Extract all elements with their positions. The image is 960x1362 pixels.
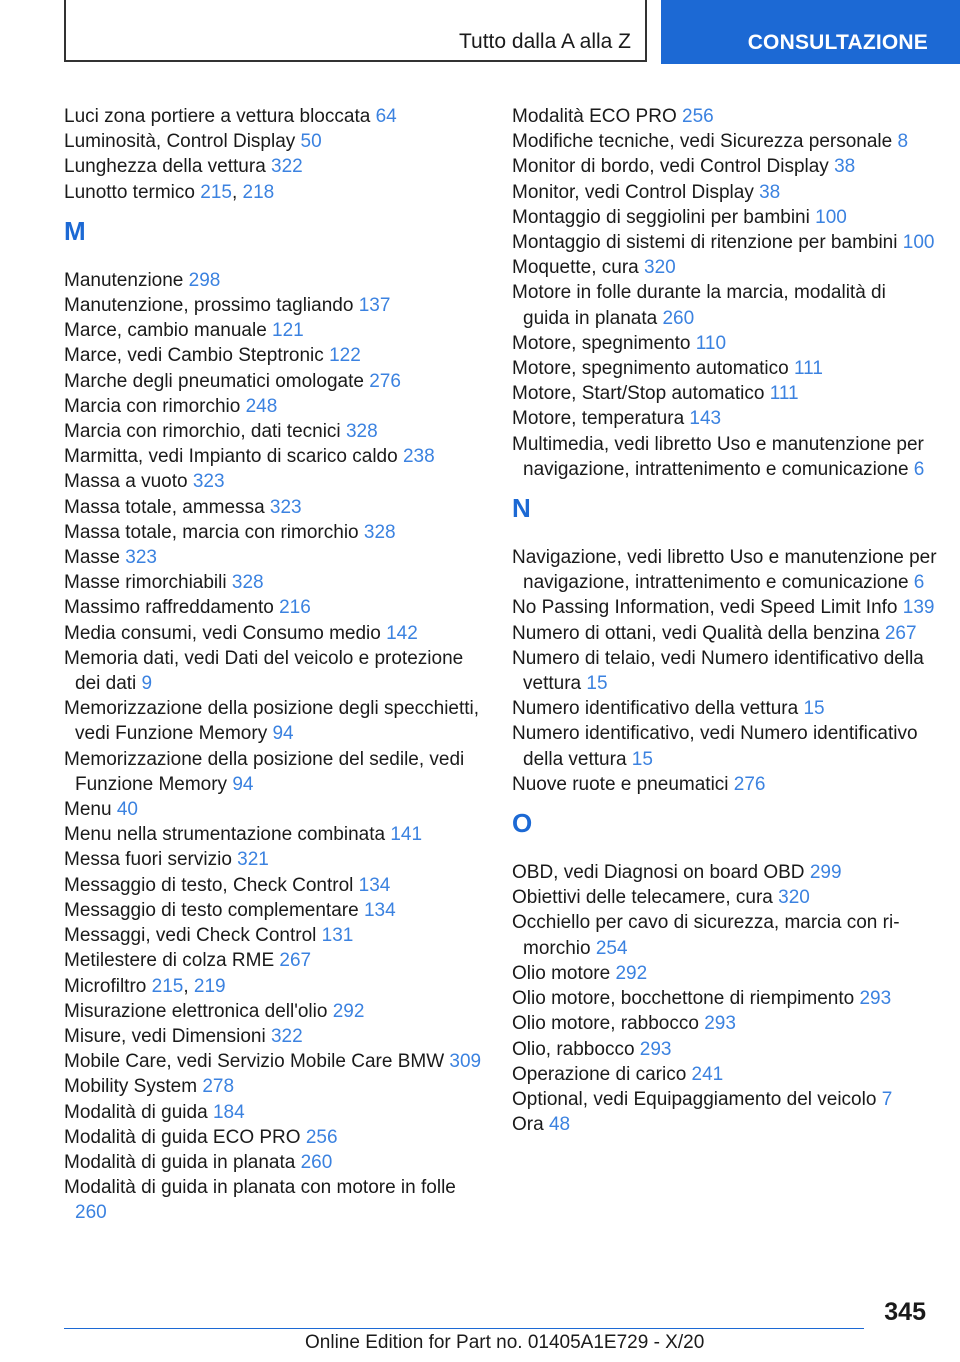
index-entry	[512, 721, 937, 771]
index-entry-term: Modalità di guida ECO PRO	[64, 1126, 306, 1148]
index-entry-term: Optional, vedi Equipaggiamento del veicolo	[512, 1088, 882, 1110]
index-entry-term: Mobile Care, vedi Servizio Mobile Care BMW	[64, 1051, 450, 1073]
page-reference-link[interactable]: 184	[212, 1101, 245, 1123]
index-entry-term: Lunotto termico	[64, 181, 201, 203]
index-entry-term: Modalità di guida in planata	[64, 1151, 301, 1173]
index-entry	[512, 696, 937, 721]
page-reference-link[interactable]: 15	[631, 748, 653, 770]
index-column-left	[64, 104, 484, 1226]
index-entry-term: Marce, cambio manuale	[64, 320, 273, 342]
page-reference-link[interactable]: 94	[232, 773, 254, 795]
page-reference-link[interactable]: 8	[897, 131, 909, 153]
page-reference-link[interactable]: 267	[279, 950, 312, 972]
index-entry	[512, 331, 937, 356]
page-reference-link[interactable]: 215	[200, 181, 232, 203]
index-entry	[64, 822, 484, 847]
index-entry-term: Messaggi, vedi Check Control	[64, 925, 322, 947]
index-entry-term: Messa fuori servizio	[64, 849, 238, 871]
index-entry	[512, 1087, 937, 1112]
index-letter-heading: M	[64, 215, 86, 246]
index-entry-term: Montaggio di sistemi di ritenzione per bambini	[512, 232, 903, 254]
index-entry-term: Nuove ruote e pneumatici	[512, 773, 734, 795]
index-entry-term: Numero identificativo, vedi Numero identificativo della vettura	[512, 723, 918, 770]
index-entry	[512, 1011, 937, 1036]
index-entry-term: Mobility System	[64, 1076, 203, 1098]
page-reference-link[interactable]: 254	[595, 937, 628, 959]
page-reference-link[interactable]: 6	[913, 458, 925, 480]
page-reference-link[interactable]: 293	[859, 988, 892, 1010]
index-entry	[512, 180, 937, 205]
index-entry	[512, 205, 937, 230]
page-reference-link[interactable]: 276	[733, 773, 766, 795]
index-entry	[512, 381, 937, 406]
index-entry	[64, 898, 484, 923]
ref-separator: ,	[231, 181, 243, 203]
index-entry	[64, 621, 484, 646]
page-reference-link[interactable]: 218	[242, 181, 275, 203]
index-entry	[512, 545, 937, 595]
page-reference-link[interactable]: 137	[358, 295, 391, 317]
index-entry-term: Marce, vedi Cambio Steptronic	[64, 345, 330, 367]
index-entry	[64, 974, 484, 999]
index-entry-term: Numero identificativo della vettura	[512, 698, 804, 720]
index-column-right	[512, 104, 937, 1137]
page-reference-link[interactable]: 328	[231, 572, 264, 594]
index-entry	[64, 847, 484, 872]
index-entry-term: Modalità ECO PRO	[512, 106, 682, 127]
index-entry	[64, 1049, 484, 1074]
header-chapter-tab[interactable]	[661, 0, 960, 64]
index-entry-term: No Passing Information, vedi Speed Limit Info	[512, 597, 903, 619]
index-entry	[64, 1125, 484, 1150]
page-reference-link[interactable]: 323	[269, 496, 302, 518]
page-reference-link[interactable]: 323	[192, 471, 225, 493]
index-entry	[512, 772, 937, 797]
page-reference-link[interactable]: 40	[116, 799, 138, 821]
index-entry-term: Olio motore, bocchettone di riempimento	[512, 988, 860, 1010]
index-entry	[64, 520, 484, 545]
page-reference-link[interactable]: 7	[881, 1088, 893, 1110]
index-entry-term: Media consumi, vedi Consumo medio	[64, 622, 387, 644]
index-entry-term: Motore, spegnimento	[512, 332, 696, 354]
index-entry	[64, 154, 484, 179]
page-reference-link[interactable]: 100	[902, 232, 935, 254]
index-entry	[512, 356, 937, 381]
index-entry-term: Marche degli pneumatici omologate	[64, 370, 370, 392]
page-reference-link[interactable]: 293	[704, 1013, 736, 1035]
index-entry-term: Ora	[512, 1114, 549, 1136]
page-reference-link[interactable]: 292	[615, 962, 648, 984]
index-entry	[64, 747, 484, 797]
page-reference-link[interactable]: 241	[691, 1063, 724, 1085]
page-reference-link[interactable]: 238	[402, 446, 435, 468]
index-entry-term: Misurazione elettronica dell'olio	[64, 1000, 333, 1022]
index-entry-term: Manutenzione, prossimo tagliando	[64, 295, 359, 317]
page-reference-link[interactable]: 110	[695, 332, 727, 354]
index-entry-term: Manutenzione	[64, 269, 189, 291]
index-entry	[512, 280, 937, 330]
page-reference-link[interactable]: 256	[305, 1126, 338, 1148]
page-reference-link[interactable]: 94	[272, 723, 294, 745]
index-entry	[64, 469, 484, 494]
index-entry	[64, 104, 484, 129]
header-chapter-title: CONSULTAZIONE	[747, 31, 928, 54]
page-reference-link[interactable]: 309	[449, 1051, 482, 1073]
index-entry-term: Multimedia, vedi libretto Uso e manutenzione per navigazione, intrattenimento e comunicazione	[512, 433, 924, 480]
page-reference-link[interactable]: 139	[902, 597, 935, 619]
index-entry-term: Modalità di guida in planata con motore in folle	[64, 1177, 456, 1199]
page-reference-link[interactable]: 292	[332, 1000, 365, 1022]
index-entry	[64, 444, 484, 469]
index-entry-term: Masse	[64, 547, 126, 569]
index-entry	[512, 910, 937, 960]
index-entry	[64, 1100, 484, 1125]
page-reference-link[interactable]: 48	[548, 1114, 571, 1136]
index-entry	[512, 129, 937, 154]
page-reference-link[interactable]: 299	[809, 862, 842, 884]
page-reference-link[interactable]: 293	[639, 1038, 672, 1060]
footer-edition-text: Online Edition for Part no. 01405A1E729 - X/20	[305, 1332, 705, 1353]
index-entry	[64, 129, 484, 154]
page-number: 345	[884, 1298, 926, 1326]
page-reference-link[interactable]: 328	[345, 421, 378, 443]
index-entry	[64, 1024, 484, 1049]
page-reference-link[interactable]: 278	[202, 1076, 235, 1098]
page-reference-link[interactable]: 111	[769, 383, 799, 405]
index-entry	[64, 343, 484, 368]
index-entry	[64, 545, 484, 570]
index-entry-term: Marcia con rimorchio	[64, 395, 246, 417]
index-entry-term: OBD, vedi Diagnosi on board OBD	[512, 862, 810, 884]
index-entry	[512, 406, 937, 431]
index-entry	[64, 1150, 484, 1175]
index-entry	[512, 961, 937, 986]
index-entry	[512, 885, 937, 910]
index-entry	[64, 268, 484, 293]
index-entry-term: Lunghezza della vettura	[64, 156, 272, 178]
index-entry	[64, 696, 484, 746]
page-reference-link[interactable]: 38	[834, 156, 856, 178]
page-reference-link[interactable]: 320	[778, 887, 810, 909]
index-entry	[512, 104, 937, 129]
page-reference-link[interactable]: 38	[759, 181, 781, 203]
index-entry	[512, 621, 937, 646]
index-entry	[64, 369, 484, 394]
index-entry	[512, 1112, 937, 1137]
index-entry-term: Navigazione, vedi libretto Uso e manutenzione per navigazione, intrattenimento e comunicazione	[512, 547, 937, 594]
index-entry	[64, 394, 484, 419]
page-reference-link[interactable]: 260	[75, 1202, 107, 1224]
index-entry-term: Olio, rabbocco	[512, 1038, 640, 1060]
index-entry-term: Moquette, cura	[512, 257, 645, 279]
index-entry-term: Motore, temperatura	[512, 408, 690, 430]
page-reference-link[interactable]: 6	[913, 572, 925, 594]
page-reference-link[interactable]: 15	[803, 698, 825, 720]
page-reference-link[interactable]: 64	[375, 106, 397, 127]
page-reference-link[interactable]: 143	[689, 408, 722, 430]
index-entry-term: Massimo raffreddamento	[64, 597, 280, 619]
index-entry	[64, 797, 484, 822]
page-reference-link[interactable]: 260	[662, 307, 695, 329]
index-entry-term: Olio motore, rabbocco	[512, 1013, 705, 1035]
index-entry-term: Motore, Start/Stop automatico	[512, 383, 770, 405]
index-entry-term: Metilestere di colza RME	[64, 950, 280, 972]
page-reference-link[interactable]: 216	[279, 597, 311, 619]
index-entry-term: Motore in folle durante la marcia, modalità di guida in planata	[512, 282, 886, 329]
index-entry-term: Monitor, vedi Control Display	[512, 181, 760, 203]
index-entry	[64, 595, 484, 620]
page-reference-link[interactable]: 141	[390, 824, 423, 846]
index-entry-term: Menu	[64, 799, 117, 821]
index-entry-term: Menu nella strumentazione combinata	[64, 824, 391, 846]
index-entry-term: Luminosità, Control Display	[64, 131, 301, 153]
index-entry	[512, 1062, 937, 1087]
index-entry-term: Monitor di bordo, vedi Control Display	[512, 156, 835, 178]
index-letter-heading: O	[512, 808, 533, 839]
index-entry	[64, 923, 484, 948]
index-entry-term: Modifiche tecniche, vedi Sicurezza personale	[512, 131, 898, 153]
index-entry-term: Obiettivi delle telecamere, cura	[512, 887, 779, 909]
index-entry	[64, 646, 484, 696]
index-entry-term: Operazione di carico	[512, 1063, 692, 1085]
page-reference-link[interactable]: 50	[300, 131, 322, 153]
page-reference-link[interactable]: 134	[358, 874, 391, 896]
index-entry-term: Luci zona portiere a vettura bloccata	[64, 106, 376, 127]
index-entry-term: Marcia con rimorchio, dati tecnici	[64, 421, 346, 443]
index-entry	[64, 318, 484, 343]
page-reference-link[interactable]: 322	[271, 156, 303, 178]
index-entry	[512, 986, 937, 1011]
index-entry-term: Numero di telaio, vedi Numero identificativo della vettura	[512, 647, 924, 695]
page-reference-link[interactable]: 248	[245, 395, 278, 417]
index-entry	[512, 595, 937, 620]
index-entry-term: Messaggio di testo complementare	[64, 899, 364, 921]
page-reference-link[interactable]: 111	[794, 358, 823, 380]
index-entry	[512, 154, 937, 179]
index-entry	[64, 180, 484, 205]
page-reference-link[interactable]: 215	[151, 975, 184, 997]
index-entry	[64, 999, 484, 1024]
index-entry	[64, 293, 484, 318]
index-entry-term: Memorizzazione della posizione degli specchietti, vedi Funzione Memory	[64, 698, 480, 745]
index-letter-heading: N	[512, 493, 531, 524]
index-entry-term: Olio motore	[512, 962, 616, 984]
index-entry-term: Occhiello per cavo di sicurezza, marcia con rimorchio	[512, 912, 900, 959]
index-entry	[64, 873, 484, 898]
index-entry	[64, 1175, 484, 1225]
index-entry	[64, 570, 484, 595]
page-reference-link[interactable]: 321	[237, 849, 269, 871]
index-entry-term: Microfiltro	[64, 975, 152, 997]
index-entry-term: Marmitta, vedi Impianto di scarico caldo	[64, 446, 403, 468]
index-entry	[512, 230, 937, 255]
index-entry-term: Massa totale, marcia con rimorchio	[64, 521, 364, 543]
footer-divider	[64, 1328, 864, 1329]
page-reference-link[interactable]: 121	[272, 320, 304, 342]
index-entry	[64, 495, 484, 520]
page-reference-link[interactable]: 298	[188, 269, 221, 291]
page-reference-link[interactable]: 276	[369, 370, 401, 392]
page-reference-link[interactable]: 9	[141, 673, 153, 695]
index-entry	[64, 1074, 484, 1099]
index-entry-term: Massa totale, ammessa	[64, 496, 270, 518]
page-reference-link[interactable]: 131	[321, 925, 354, 947]
index-entry-term: Modalità di guida	[64, 1101, 213, 1123]
index-entry	[512, 1037, 937, 1062]
page-reference-link[interactable]: 328	[363, 521, 396, 543]
header-section-title: Tutto dalla A alla Z	[459, 30, 631, 53]
page-reference-link[interactable]: 142	[386, 622, 418, 644]
index-entry-term: Montaggio di seggiolini per bambini	[512, 206, 816, 228]
index-entry-term: Massa a vuoto	[64, 471, 193, 493]
index-entry	[64, 948, 484, 973]
index-entry	[64, 419, 484, 444]
index-entry-term: Messaggio di testo, Check Control	[64, 874, 359, 896]
index-entry	[512, 646, 937, 696]
page-reference-link[interactable]: 267	[884, 622, 917, 644]
page-reference-link[interactable]: 122	[329, 345, 361, 367]
index-entry-term: Masse rimorchiabili	[64, 572, 232, 594]
page-reference-link[interactable]: 100	[815, 206, 847, 228]
index-entry-term: Memoria dati, vedi Dati del veicolo e protezione dei dati	[64, 647, 464, 695]
page-reference-link[interactable]: 256	[682, 106, 714, 127]
index-entry-term: Memorizzazione della posizione del sedile, vedi Funzione Memory	[64, 748, 465, 795]
page-reference-link[interactable]: 15	[586, 673, 608, 695]
index-entry	[512, 255, 937, 280]
index-entry	[512, 432, 937, 482]
index-entry-term: Motore, spegnimento automatico	[512, 358, 794, 380]
page-reference-link[interactable]: 320	[644, 257, 676, 279]
header-section-box	[64, 0, 647, 62]
index-entry	[512, 860, 937, 885]
page-reference-link[interactable]: 134	[363, 899, 396, 921]
page-reference-link[interactable]: 219	[193, 975, 226, 997]
ref-separator: ,	[183, 975, 194, 997]
index-entry-term: Numero di ottani, vedi Qualità della benzina	[512, 622, 885, 644]
page-reference-link[interactable]: 260	[300, 1151, 333, 1173]
page-reference-link[interactable]: 322	[270, 1025, 303, 1047]
page-reference-link[interactable]: 323	[125, 547, 157, 569]
index-entry-term: Misure, vedi Dimensioni	[64, 1025, 271, 1047]
